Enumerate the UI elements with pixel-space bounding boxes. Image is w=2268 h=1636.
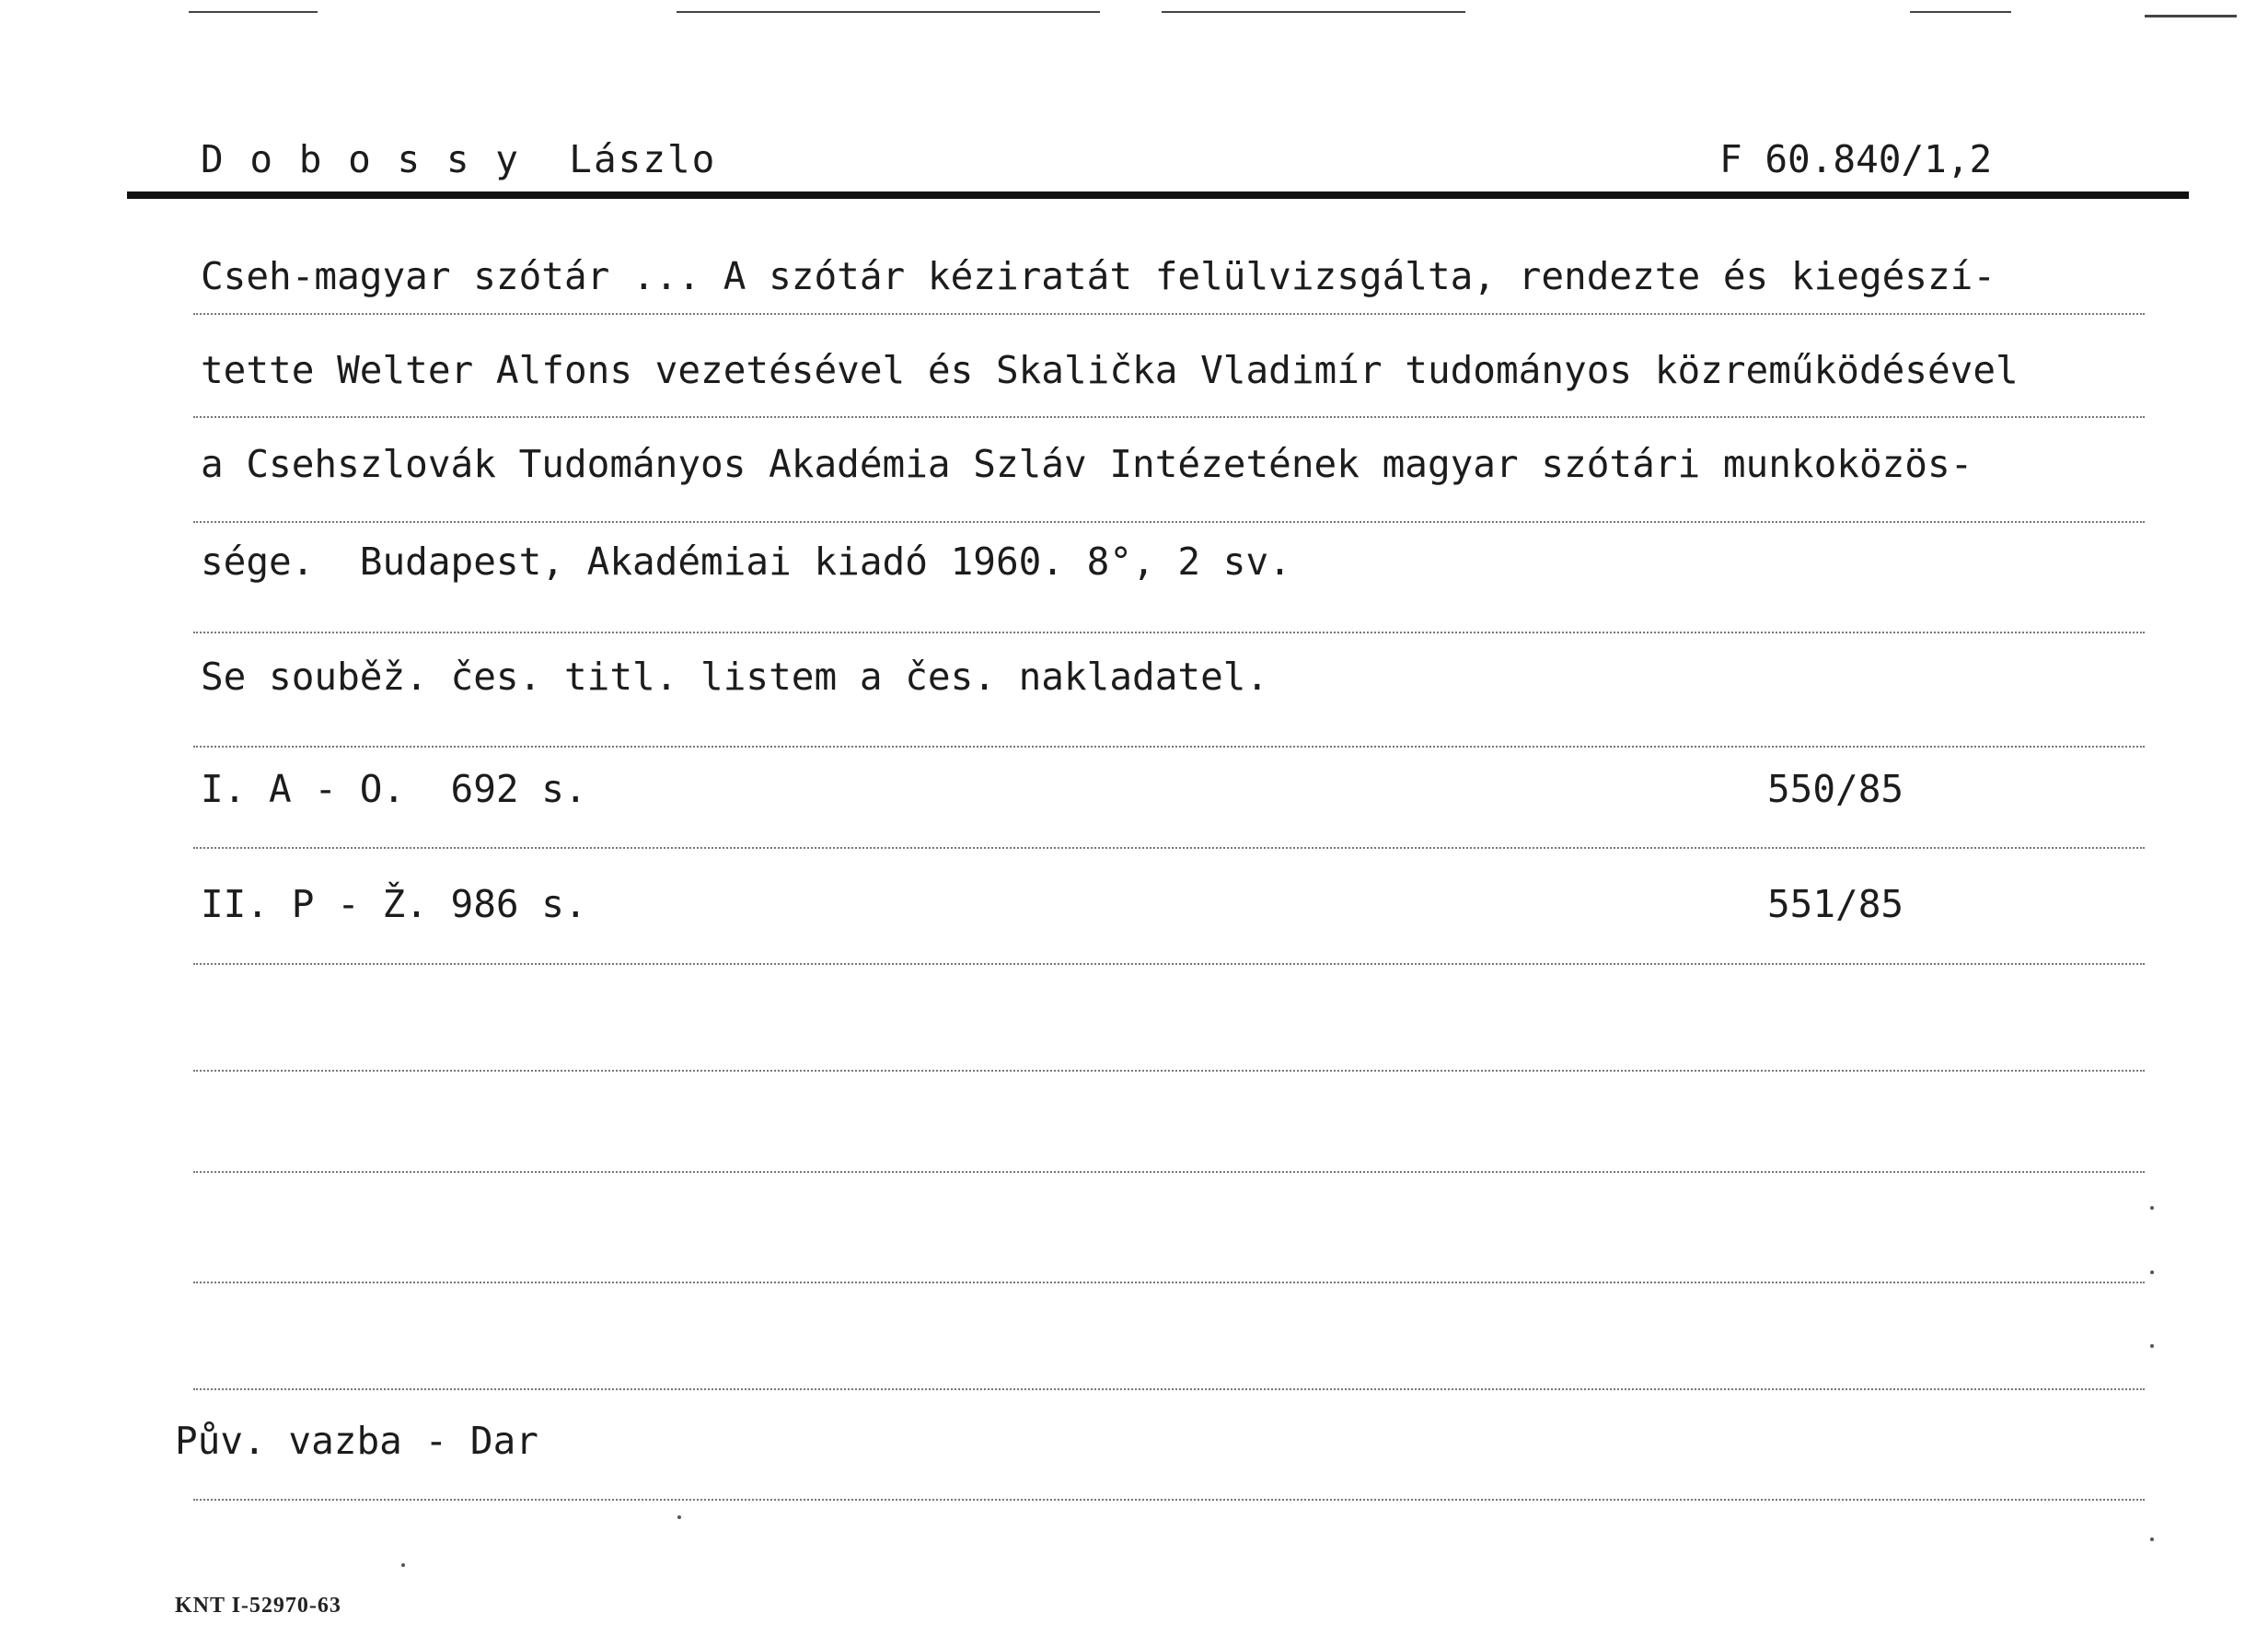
speck: [401, 1563, 405, 1567]
ruled-line: [193, 1388, 2145, 1392]
ruled-line: [193, 1070, 2145, 1073]
speck: [2150, 1537, 2154, 1541]
ruled-line: [193, 1171, 2145, 1175]
ruled-line: [193, 313, 2145, 317]
ruled-line: [193, 963, 2145, 967]
binding-note: Pův. vazba - Dar: [175, 1419, 538, 1463]
ruled-line: [193, 1499, 2145, 1503]
description-line-1: Cseh-magyar szótár ... A szótár kéziratát felülvizsgálta, rendezte és kiegészí-: [201, 254, 1996, 298]
volume-1-label: I. A - O. 692 s.: [201, 767, 587, 811]
heading-rule: [127, 191, 2189, 199]
description-line-3: a Csehszlovák Tudományos Akadémia Szláv Intézetének magyar szótári munkoközös-: [201, 442, 1973, 486]
top-edge-rule: [677, 11, 1100, 13]
ruled-line: [193, 416, 2145, 420]
speck: [2150, 1344, 2154, 1348]
ruled-line: [193, 746, 2145, 749]
speck: [677, 1515, 681, 1519]
volume-2-number: 551/85: [1767, 882, 1904, 926]
description-line-2: tette Welter Alfons vezetésével és Skalička Vladimír tudományos közreműködésével: [201, 348, 2019, 392]
call-number: F 60.840/1,2: [1719, 137, 1993, 181]
speck: [2150, 1271, 2154, 1274]
volume-1-number: 550/85: [1767, 767, 1904, 811]
top-edge-rule: [189, 11, 318, 13]
ruled-line: [193, 847, 2145, 851]
top-edge-rule: [1910, 11, 2011, 13]
note-line: Se souběž. čes. titl. listem a čes. nakladatel.: [201, 655, 1269, 699]
volume-2-label: II. P - Ž. 986 s.: [201, 882, 587, 926]
author-heading: D o b o s s y Lászlo: [201, 137, 717, 181]
ruled-line: [193, 521, 2145, 525]
ruled-line: [193, 632, 2145, 635]
speck: [2150, 1206, 2154, 1210]
top-edge-rule: [1162, 11, 1465, 13]
ruled-line: [193, 1282, 2145, 1285]
description-line-4: sége. Budapest, Akadémiai kiadó 1960. 8°, 2 sv.: [201, 540, 1291, 584]
card-print-code: KNT I-52970-63: [175, 1594, 341, 1618]
top-edge-rule: [2145, 15, 2237, 17]
